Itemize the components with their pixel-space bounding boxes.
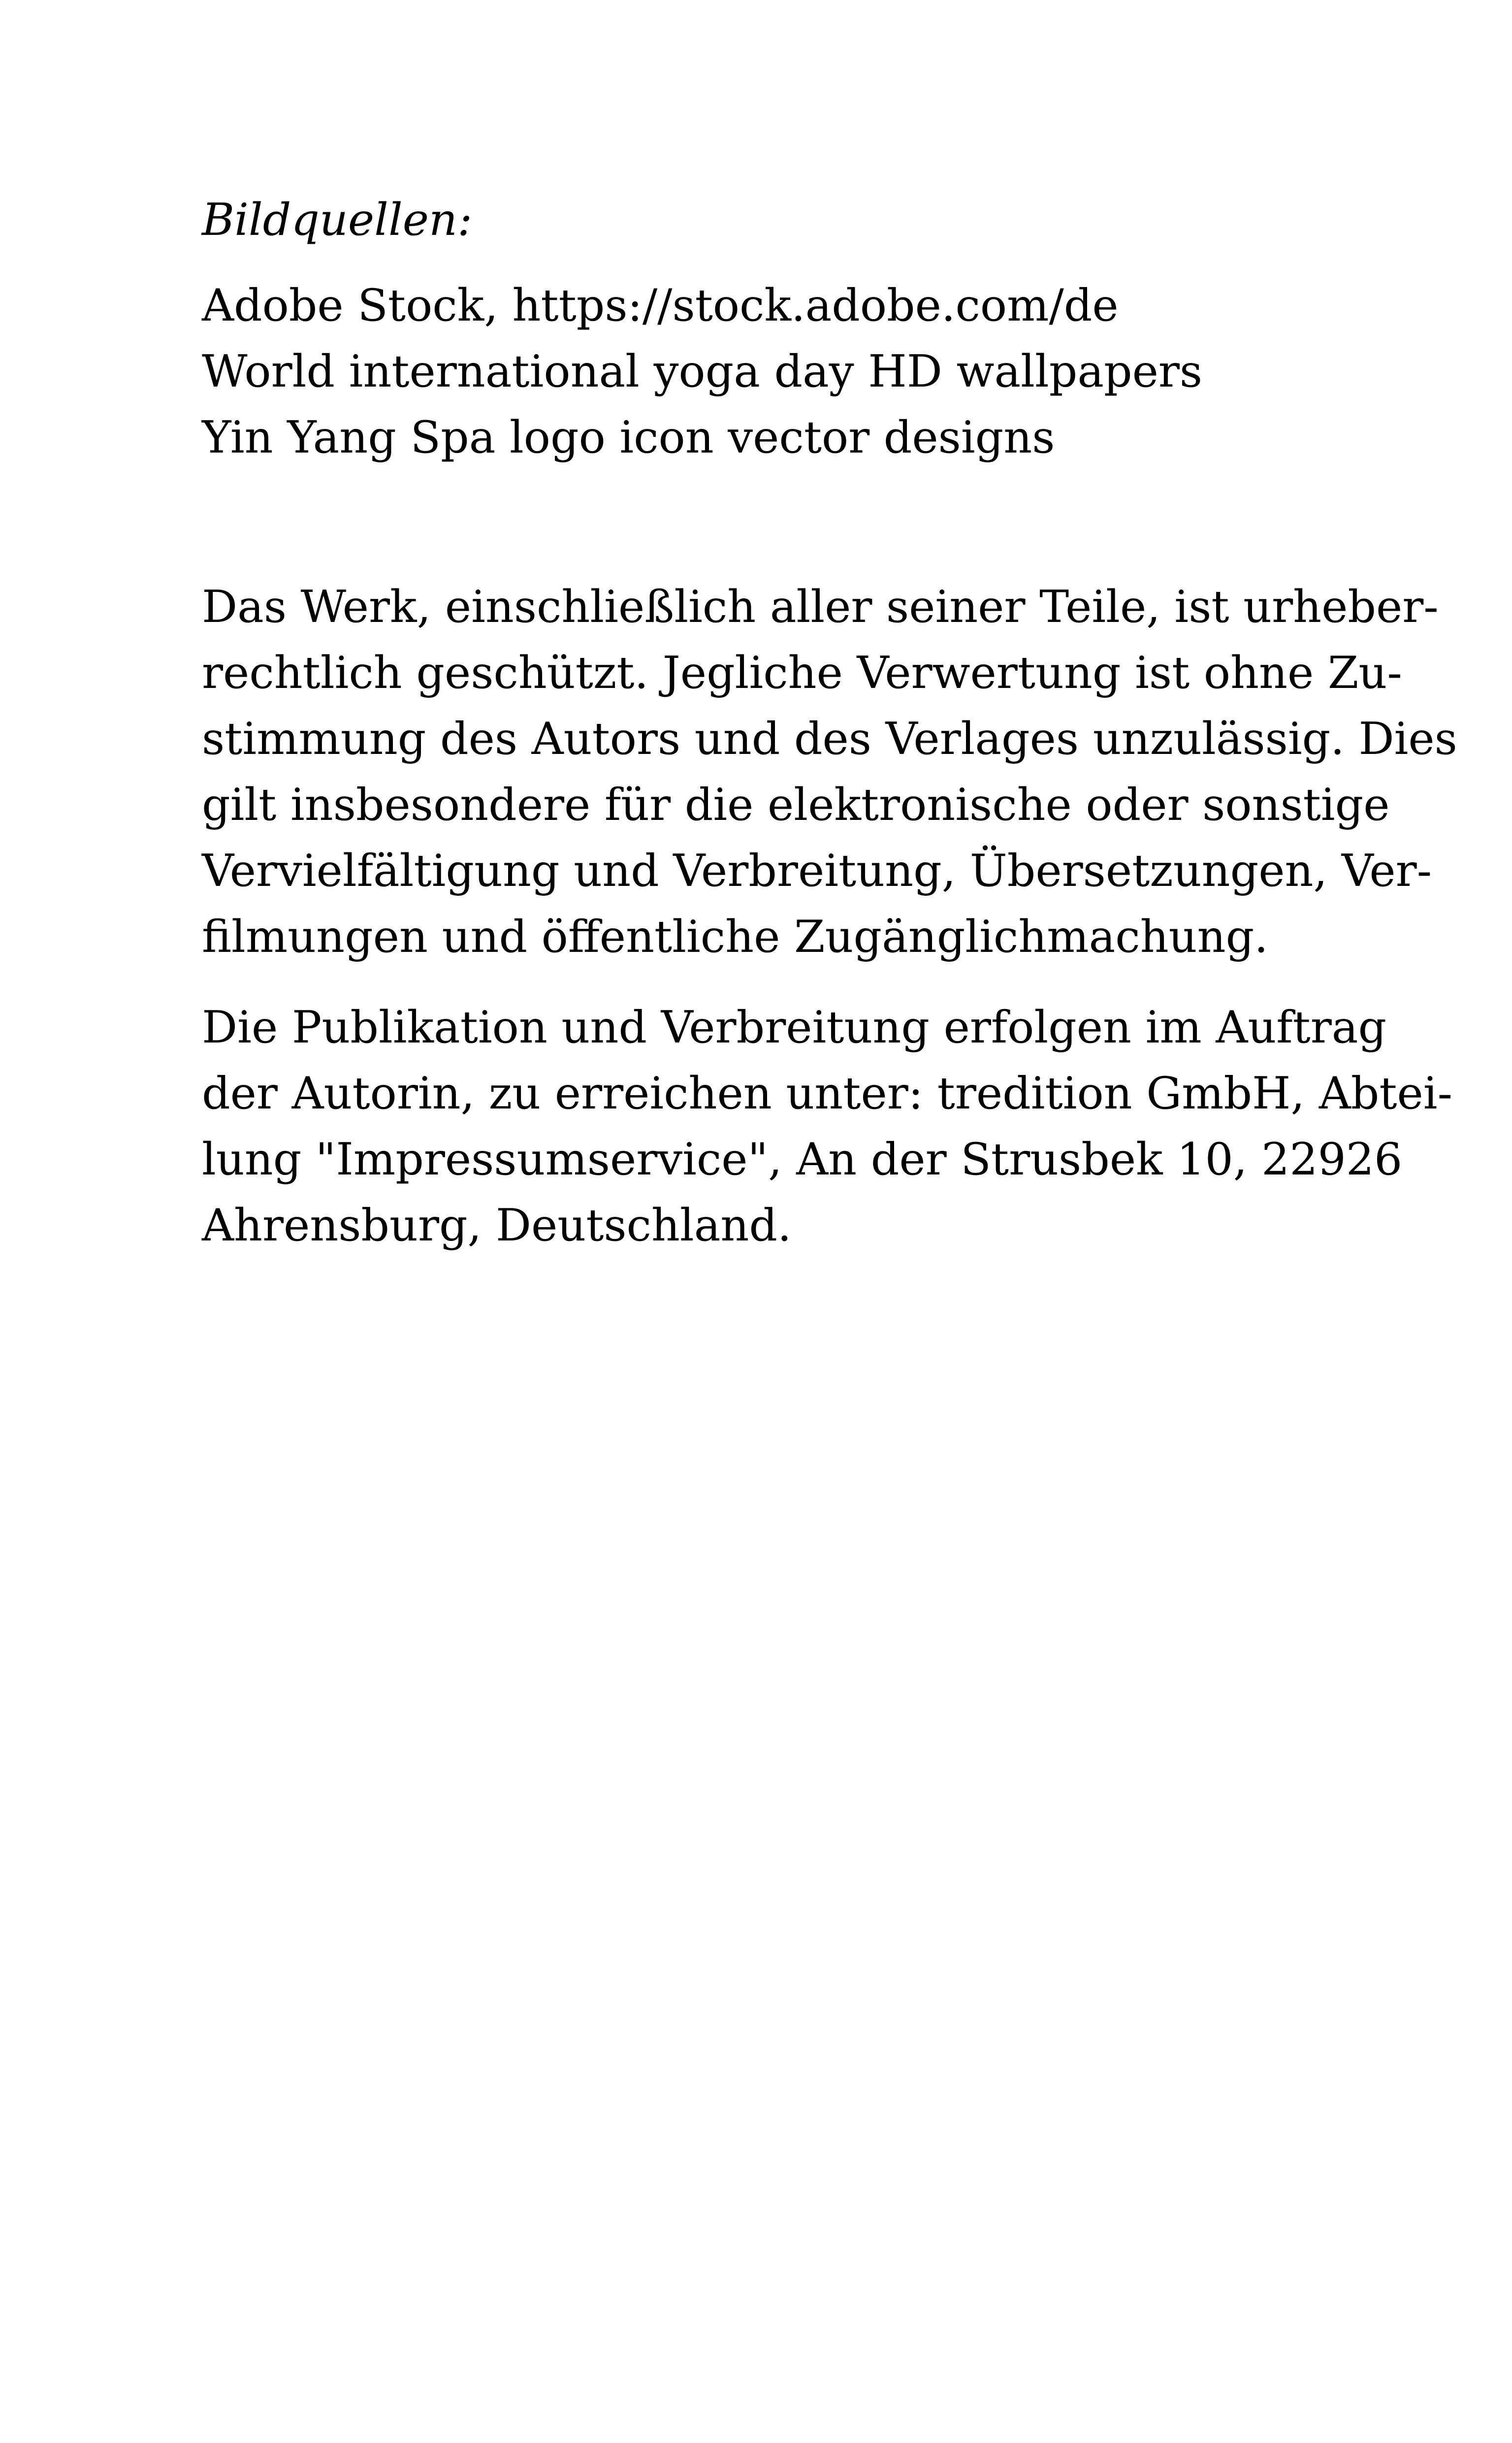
section-spacer <box>202 471 1354 574</box>
paragraph-line: Das Werk, einschließlich aller seiner Teile, ist urheber- <box>202 581 1439 633</box>
paragraph-line: filmungen und öffentliche Zugänglichmachung. <box>202 911 1268 963</box>
paragraph-line: Vervielfältigung und Verbreitung, Übersetzungen, Ver- <box>202 845 1432 897</box>
image-sources-heading: Bildquellen: <box>202 194 473 246</box>
publication-paragraph <box>202 995 1452 1259</box>
paragraph-line: der Autorin, zu erreichen unter: tredition GmbH, Abtei- <box>202 1068 1452 1119</box>
paragraph-line: lung "Impressumservice", An der Strusbek 10, 22926 <box>202 1134 1403 1185</box>
image-source-line: Yin Yang Spa logo icon vector designs <box>202 412 1055 463</box>
document-page <box>202 187 1457 1283</box>
paragraph-line: Ahrensburg, Deutschland. <box>202 1200 792 1251</box>
image-sources-list <box>202 273 1354 471</box>
image-source-line: World international yoga day HD wallpapers <box>202 346 1203 397</box>
paragraph-line: gilt insbesondere für die elektronische oder sonstige <box>202 779 1390 831</box>
paragraph-line: Die Publikation und Verbreitung erfolgen im Auftrag <box>202 1002 1387 1053</box>
paragraph-line: rechtlich geschützt. Jegliche Verwertung ist ohne Zu- <box>202 647 1402 699</box>
paragraph-line: stimmung des Autors und des Verlages unzulässig. Dies <box>202 713 1457 765</box>
copyright-paragraph <box>202 574 1457 970</box>
image-source-line: Adobe Stock, https://stock.adobe.com/de <box>202 280 1119 331</box>
